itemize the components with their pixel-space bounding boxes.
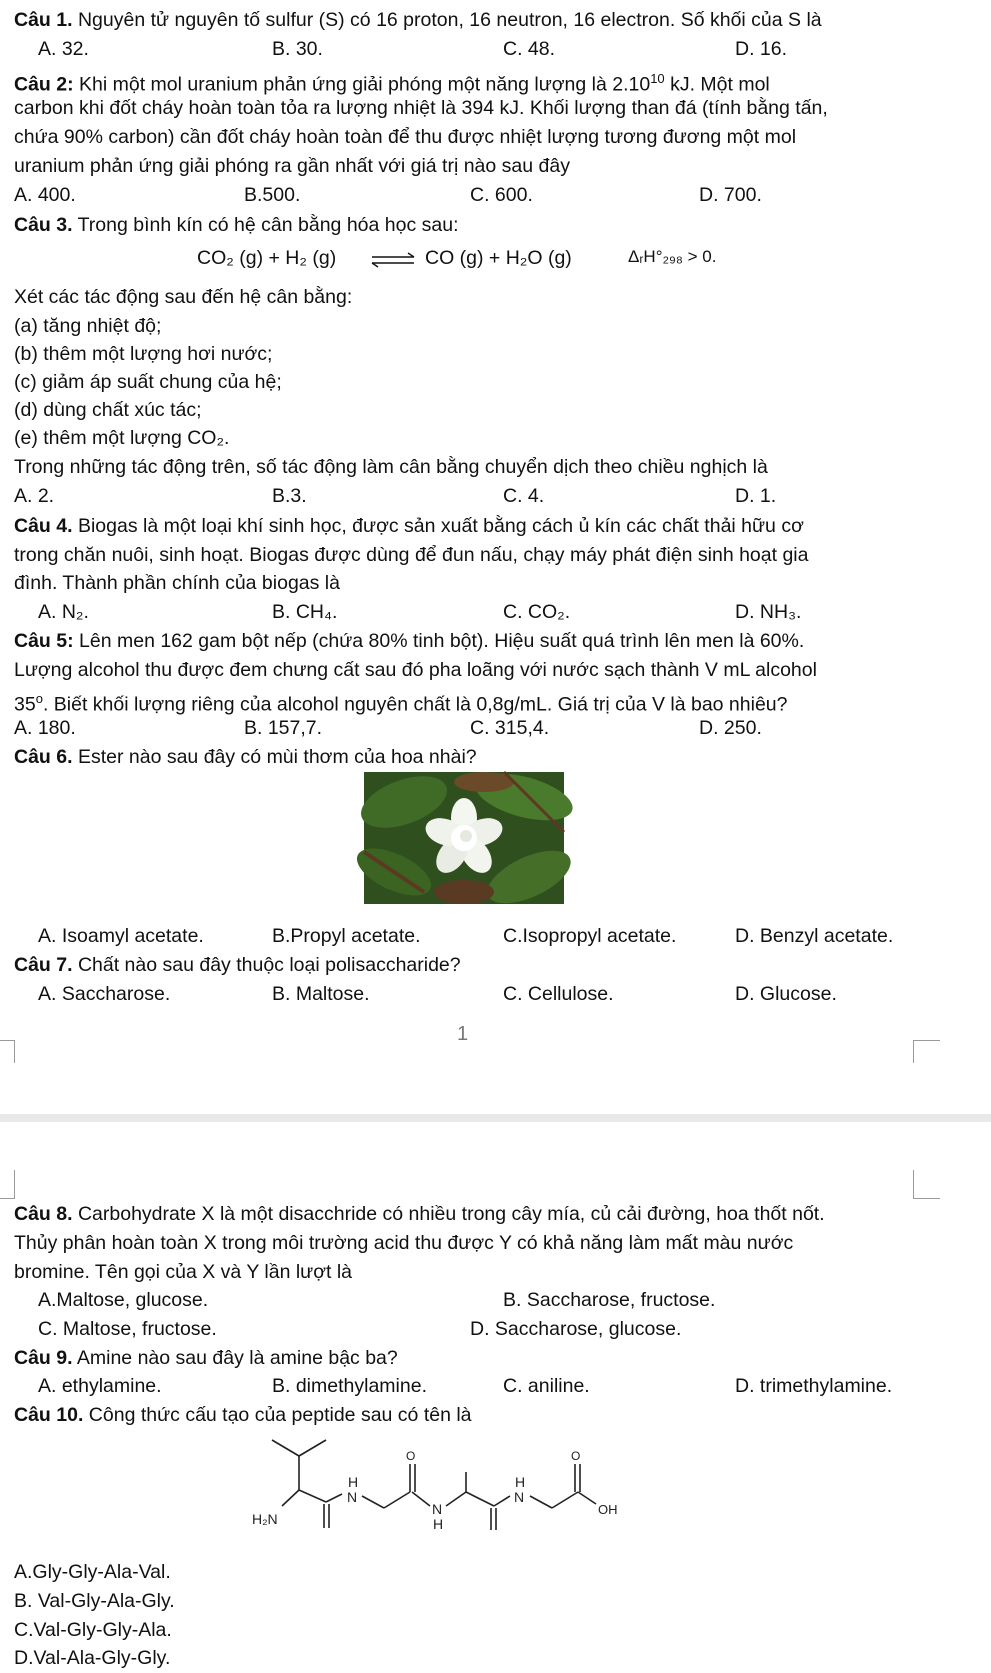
q4-number: Câu 4. [14, 515, 73, 537]
q1-option-d[interactable]: D. 16. [735, 38, 788, 60]
structure-label-o: O [571, 1449, 581, 1463]
q4-option-d[interactable]: D. NH₃. [735, 601, 802, 623]
q10-option-c[interactable]: C.Val-Gly-Gly-Ala. [14, 1619, 172, 1641]
q3-item-d: (d) dùng chất xúc tác; [14, 399, 202, 421]
q6-options [0, 924, 991, 948]
q9-option-c[interactable]: C. aniline. [503, 1375, 590, 1397]
equation-left: CO₂ (g) + H₂ (g) [197, 247, 337, 269]
q3-question: Trong những tác động trên, số tác động làm cân bằng chuyển dịch theo chiều nghịch là [14, 456, 768, 478]
q2-option-d[interactable]: D. 700. [699, 184, 762, 206]
q3-option-d[interactable]: D. 1. [735, 485, 777, 507]
q4-option-a[interactable]: A. N₂. [38, 601, 89, 623]
q8-number: Câu 8. [14, 1203, 73, 1225]
q7-options [0, 982, 991, 1006]
page-corner-mark [913, 1040, 940, 1063]
q2-line-1: Câu 2: Khi một mol uranium phản ứng giải phóng một năng lượng là 2.10$^{10}$ kJ. Một mol [14, 71, 770, 96]
q5-line-2: Lượng alcohol thu được đem chưng cất sau đó pha loãng với nước sạch thành V mL alcohol [14, 659, 817, 681]
peptide-structure-diagram [252, 1434, 662, 1544]
q6-stem: Câu 6. Ester nào sau đây có mùi thơm của hoa nhài? [14, 746, 477, 768]
structure-label-n: N [347, 1489, 358, 1505]
q2-number: Câu 2: [14, 73, 74, 96]
q2-options [0, 183, 991, 207]
page-corner-mark [0, 1040, 15, 1063]
equation-right: CO (g) + H₂O (g) [425, 247, 572, 269]
page-corner-mark [913, 1170, 940, 1199]
q8-line-2: Thủy phân hoàn toàn X trong môi trường acid thu được Y có khả năng làm mất màu nước [14, 1232, 794, 1254]
q7-number: Câu 7. [14, 954, 73, 976]
q3-number: Câu 3. [14, 214, 73, 236]
q2-line-2: carbon khi đốt cháy hoàn toàn tỏa ra lượng nhiệt là 394 kJ. Khối lượng than đá (tính bằng tấn, [14, 97, 828, 119]
enthalpy-condition: ΔᵣH°₂₉₈ > 0. [628, 247, 717, 266]
q8-option-c[interactable]: C. Maltose, fructose. [38, 1318, 217, 1340]
q3-option-c[interactable]: C. 4. [503, 485, 545, 507]
q8-options-row-2 [0, 1317, 991, 1341]
q5-option-c[interactable]: C. 315,4. [470, 717, 550, 739]
q9-options [0, 1374, 991, 1398]
page-number: 1 [457, 1023, 469, 1045]
q1-option-c[interactable]: C. 48. [503, 38, 556, 60]
page-separator [0, 1114, 991, 1122]
q8-options-row-1 [0, 1288, 991, 1312]
jasmine-flower-photo [364, 772, 564, 904]
q9-stem: Câu 9. Amine nào sau đây là amine bậc ba? [14, 1347, 398, 1369]
q6-number: Câu 6. [14, 746, 73, 768]
q3-options [0, 484, 991, 508]
q1-option-b[interactable]: B. 30. [272, 38, 323, 60]
q7-stem: Câu 7. Chất nào sau đây thuộc loại polisaccharide? [14, 954, 461, 976]
q5-options [0, 716, 991, 740]
q9-number: Câu 9. [14, 1347, 73, 1369]
q5-line-3: 35$^o$. Biết khối lượng riêng của alcohol nguyên chất là 0,8g/mL. Giá trị của V là bao nhiêu? [14, 691, 788, 716]
q8-option-d[interactable]: D. Saccharose, glucose. [470, 1318, 682, 1340]
q4-option-b[interactable]: B. CH₄. [272, 601, 338, 623]
q2-option-b[interactable]: B.500. [244, 184, 301, 206]
q5-number: Câu 5: [14, 630, 74, 652]
q4-line-1: Câu 4. Biogas là một loại khí sinh học, được sản xuất bằng cách ủ kín các chất thải hữu cơ [14, 515, 804, 537]
q8-line-1: Câu 8. Carbohydrate X là một disacchride có nhiều trong cây mía, củ cải đường, hoa thốt nốt. [14, 1203, 825, 1225]
q2-line-3: chứa 90% carbon) cần đốt cháy hoàn toàn để thu được nhiệt lượng tương đương một mol [14, 126, 797, 148]
structure-label-h: H [348, 1474, 359, 1490]
q7-option-c[interactable]: C. Cellulose. [503, 983, 614, 1005]
page-corner-mark [0, 1170, 15, 1199]
q3-item-c: (c) giảm áp suất chung của hệ; [14, 371, 282, 393]
q3-option-a[interactable]: A. 2. [14, 485, 55, 507]
q1-number: Câu 1. [14, 9, 73, 31]
q10-option-d[interactable]: D.Val-Ala-Gly-Gly. [14, 1647, 171, 1669]
q2-option-a[interactable]: A. 400. [14, 184, 76, 206]
structure-label-h: H [433, 1516, 444, 1532]
q3-option-b[interactable]: B.3. [272, 485, 307, 507]
q2-line-4: uranium phản ứng giải phóng ra gần nhất với giá trị nào sau đây [14, 155, 570, 177]
q10-option-a[interactable]: A.Gly-Gly-Ala-Val. [14, 1561, 171, 1583]
q4-options [0, 600, 991, 624]
structure-label-o: O [406, 1449, 416, 1463]
q6-option-d[interactable]: D. Benzyl acetate. [735, 925, 894, 947]
q3-item-e: (e) thêm một lượng CO₂. [14, 427, 230, 449]
q9-option-b[interactable]: B. dimethylamine. [272, 1375, 427, 1397]
structure-label-n: N [514, 1489, 525, 1505]
q6-option-a[interactable]: A. Isoamyl acetate. [38, 925, 204, 947]
structure-label-h: H [515, 1474, 526, 1490]
q8-line-3: bromine. Tên gọi của X và Y lần lượt là [14, 1261, 353, 1283]
structure-label-oh: OH [598, 1502, 618, 1517]
q2-option-c[interactable]: C. 600. [470, 184, 533, 206]
q7-option-d[interactable]: D. Glucose. [735, 983, 837, 1005]
q5-line-1: Câu 5: Lên men 162 gam bột nếp (chứa 80% tinh bột). Hiệu suất quá trình lên men là 60%. [14, 630, 805, 652]
q7-option-b[interactable]: B. Maltose. [272, 983, 370, 1005]
q9-option-d[interactable]: D. trimethylamine. [735, 1375, 893, 1397]
q9-option-a[interactable]: A. ethylamine. [38, 1375, 162, 1397]
q5-option-d[interactable]: D. 250. [699, 717, 762, 739]
q10-stem: Câu 10. Công thức cấu tạo của peptide sau có tên là [14, 1404, 472, 1426]
q4-option-c[interactable]: C. CO₂. [503, 601, 571, 623]
q5-option-a[interactable]: A. 180. [14, 717, 76, 739]
q8-option-a[interactable]: A.Maltose, glucose. [38, 1289, 209, 1311]
q10-number: Câu 10. [14, 1404, 84, 1426]
q6-option-c[interactable]: C.Isopropyl acetate. [503, 925, 677, 947]
q5-option-b[interactable]: B. 157,7. [244, 717, 323, 739]
structure-label-h2n: H₂N [252, 1511, 278, 1527]
q7-option-a[interactable]: A. Saccharose. [38, 983, 171, 1005]
q4-line-2: trong chăn nuôi, sinh hoạt. Biogas được dùng để đun nấu, chạy máy phát điện sinh hoạt gia [14, 544, 809, 566]
q1-option-a[interactable]: A. 32. [38, 38, 89, 60]
q8-option-b[interactable]: B. Saccharose, fructose. [503, 1289, 716, 1311]
q4-line-3: đình. Thành phần chính của biogas là [14, 572, 340, 594]
q3-item-b: (b) thêm một lượng hơi nước; [14, 343, 273, 365]
q10-option-b[interactable]: B. Val-Gly-Ala-Gly. [14, 1590, 175, 1612]
q3-stem: Câu 3. Trong bình kín có hệ cân bằng hóa học sau: [14, 214, 459, 236]
equilibrium-arrow-icon [368, 252, 418, 268]
q3-item-a: (a) tăng nhiệt độ; [14, 315, 162, 337]
q1-text: Nguyên tử nguyên tố sulfur (S) có 16 proton, 16 neutron, 16 electron. Số khối của S là [77, 9, 822, 31]
q1-stem [14, 8, 822, 32]
q6-option-b[interactable]: B.Propyl acetate. [272, 925, 421, 947]
q1-options [0, 37, 991, 61]
structure-label-n: N [432, 1501, 443, 1517]
q3-intro: Xét các tác động sau đến hệ cân bằng: [14, 286, 353, 308]
